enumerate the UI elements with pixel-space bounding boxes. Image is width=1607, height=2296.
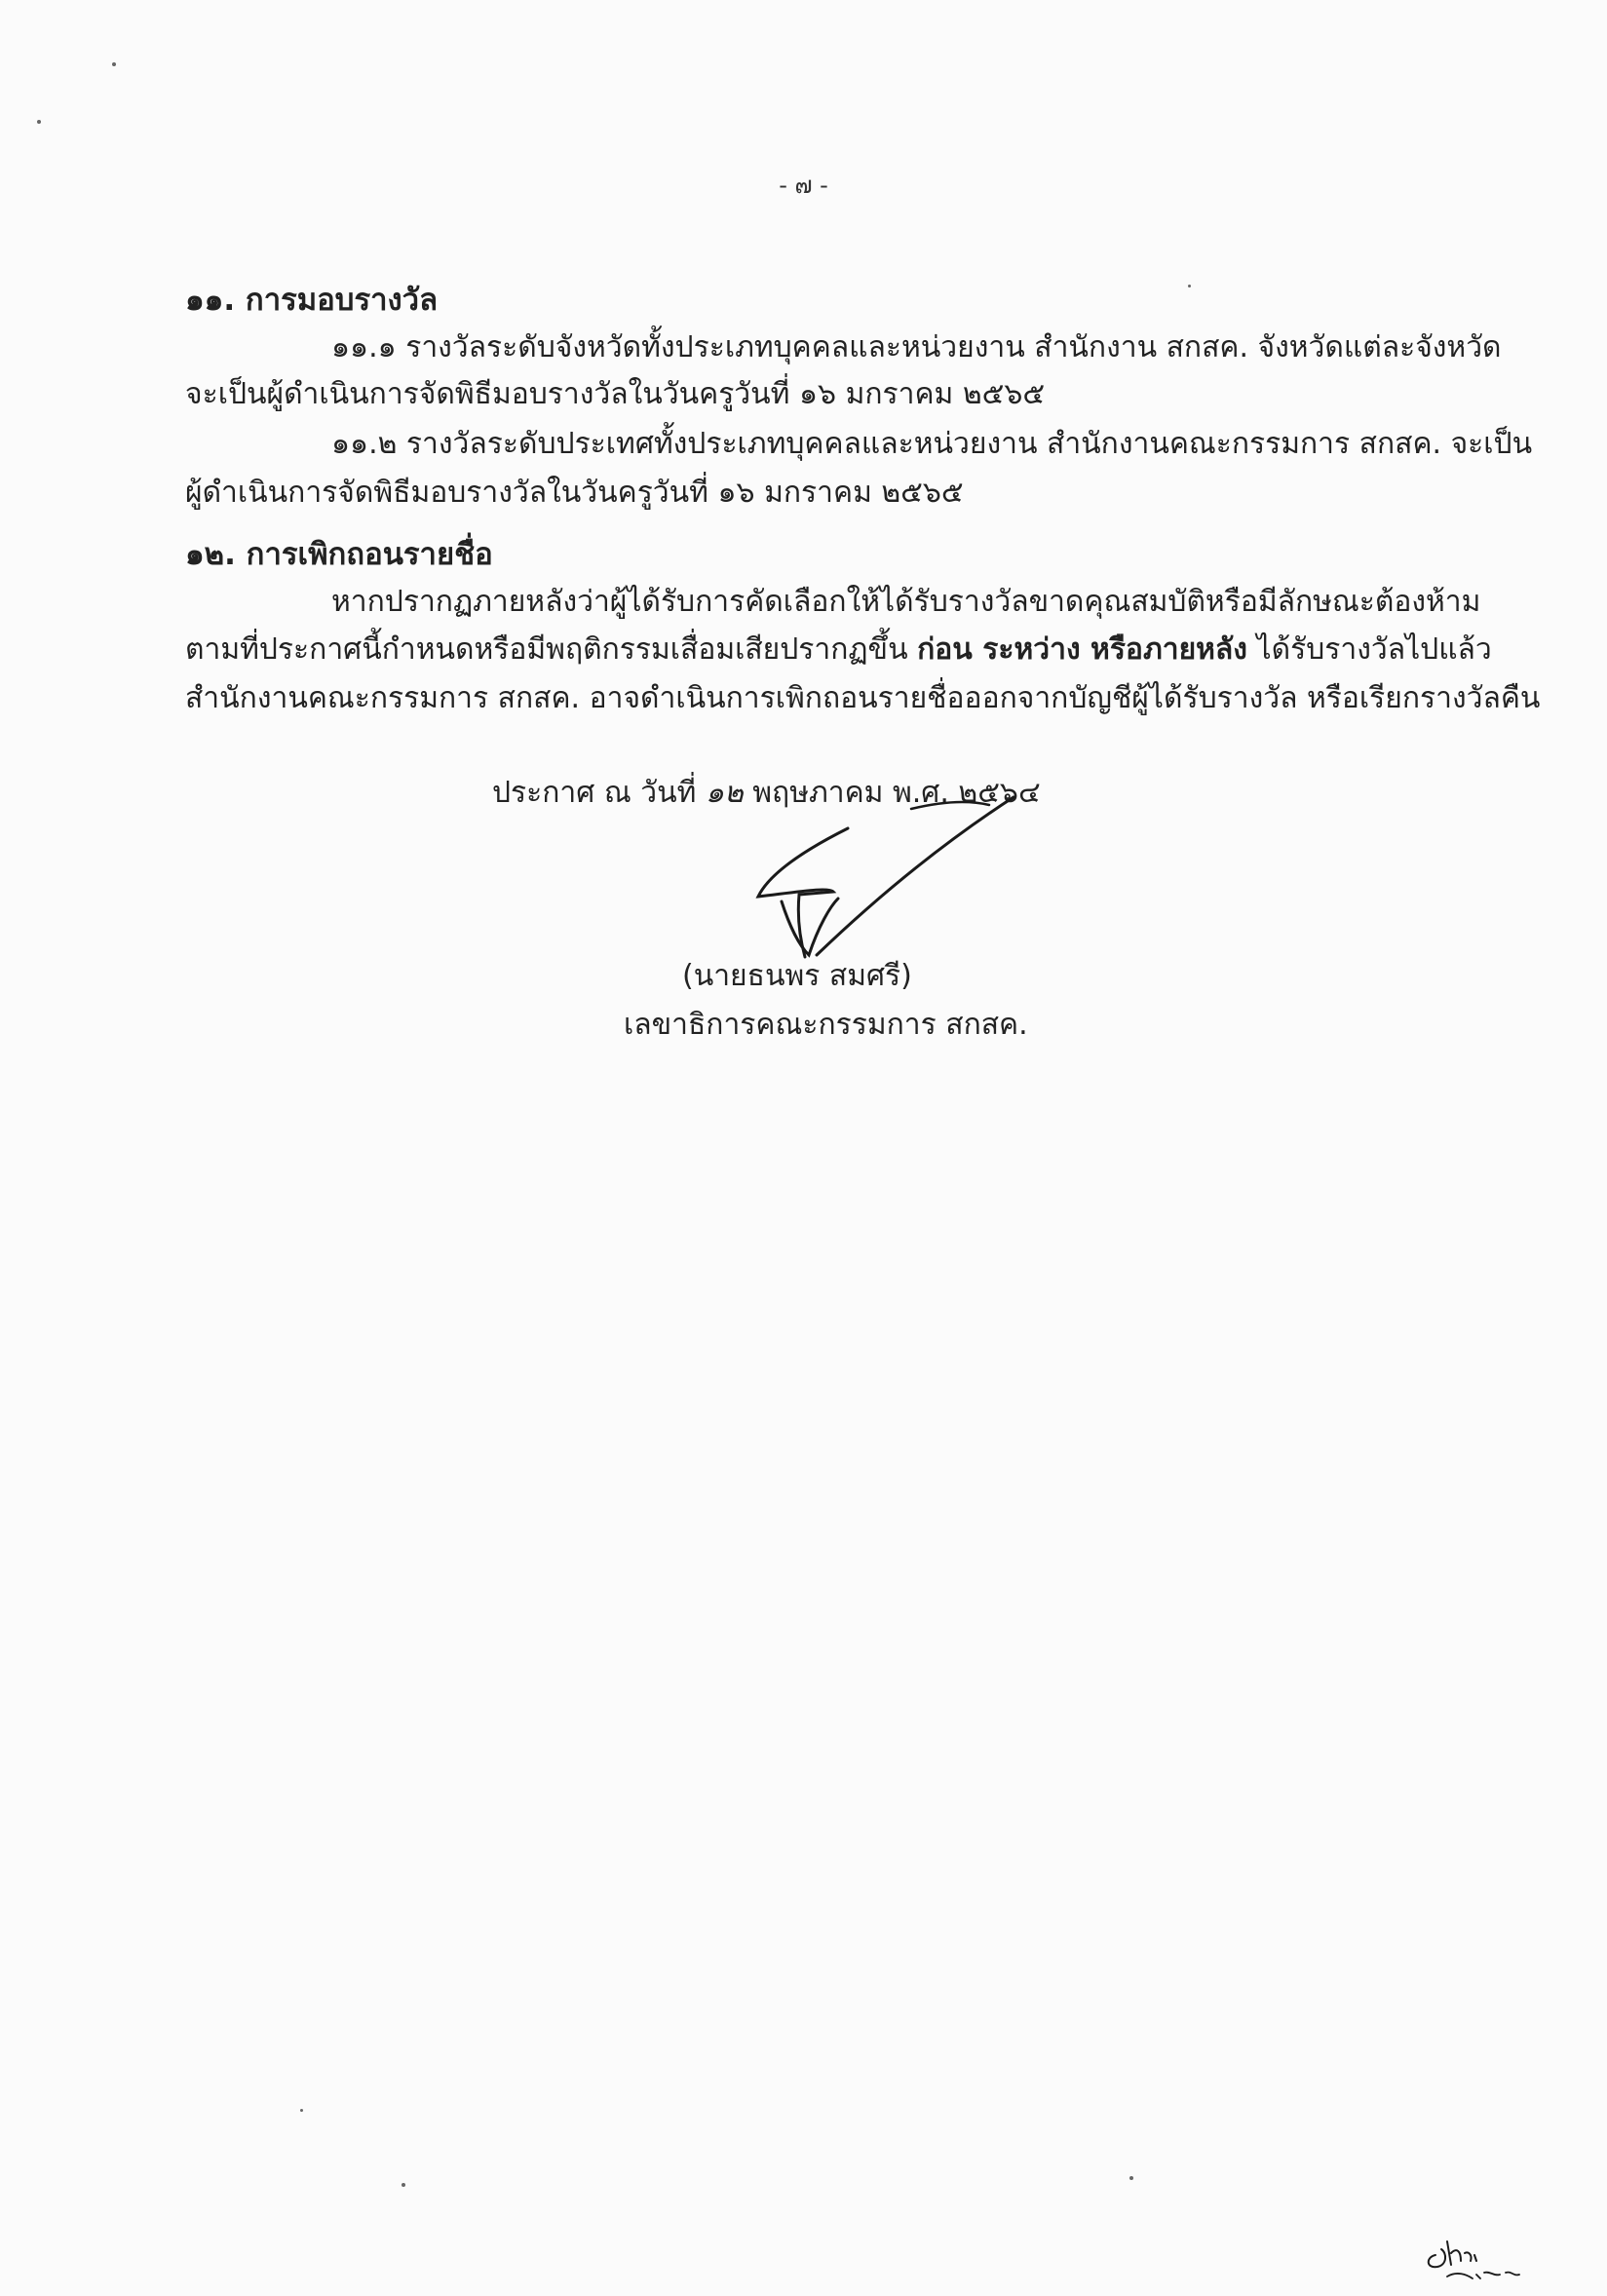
section-12-line-2-part-a: ตามที่ประกาศนี้กำหนดหรือมีพฤติกรรมเสื่อมเสียปรากฏขึ้น (185, 632, 908, 667)
section-12-line-2-part-c: ได้รับรางวัลไปแล้ว (1256, 632, 1492, 667)
scan-speck (112, 62, 116, 66)
scan-speck (402, 2183, 405, 2187)
announcement-prefix: ประกาศ ณ วันที่ (492, 776, 697, 810)
announcement-day: ๑๒ (705, 776, 744, 810)
section-11-heading: ๑๑. การมอบรางวัล (185, 283, 439, 318)
scan-speck (1129, 2176, 1133, 2180)
section-11-item-2-line-1: ๑๑.๒ รางวัลระดับประเทศทั้งประเภทบุคคลและหน่วยงาน สำนักงานคณะกรรมการ สกสค. จะเป็น (331, 427, 1533, 461)
section-11-item-2-line-2: ผู้ดำเนินการจัดพิธีมอบรางวัลในวันครูวันที่ ๑๖ มกราคม ๒๕๖๕ (185, 476, 964, 510)
signatory-position: เลขาธิการคณะกรรมการ สกสค. (624, 1008, 1028, 1042)
section-12-line-1: หากปรากฏภายหลังว่าผู้ได้รับการคัดเลือกให้ได้รับรางวัลขาดคุณสมบัติหรือมีลักษณะต้องห้าม (331, 585, 1481, 619)
section-12-line-3: สำนักงานคณะกรรมการ สกสค. อาจดำเนินการเพิกถอนรายชื่อออกจากบัญชีผู้ได้รับรางวัล หรือเรียกรางวัลคืน (185, 681, 1541, 715)
scan-speck (37, 120, 41, 124)
handwritten-initials (1418, 2232, 1574, 2286)
signatory-name: (นายธนพร สมศรี) (682, 959, 912, 993)
section-11-item-1-line-1: ๑๑.๑ รางวัลระดับจังหวัดทั้งประเภทบุคคลและหน่วยงาน สำนักงาน สกสค. จังหวัดแต่ละจังหวัด (331, 330, 1502, 364)
section-12-heading: ๑๒. การเพิกถอนรายชื่อ (185, 537, 493, 572)
scan-speck (300, 2109, 303, 2112)
scan-speck (1188, 285, 1191, 287)
section-12-line-2-emphasis: ก่อน ระหว่าง หรือภายหลัง (917, 632, 1247, 667)
section-12-line-2 (185, 627, 1492, 672)
page-number: - ๗ - (779, 172, 828, 199)
announcement-month-year: พฤษภาคม พ.ศ. ๒๕๖๔ (752, 776, 1041, 810)
section-11-item-1-line-2: จะเป็นผู้ดำเนินการจัดพิธีมอบรางวัลในวันครูวันที่ ๑๖ มกราคม ๒๕๖๕ (185, 377, 1046, 411)
